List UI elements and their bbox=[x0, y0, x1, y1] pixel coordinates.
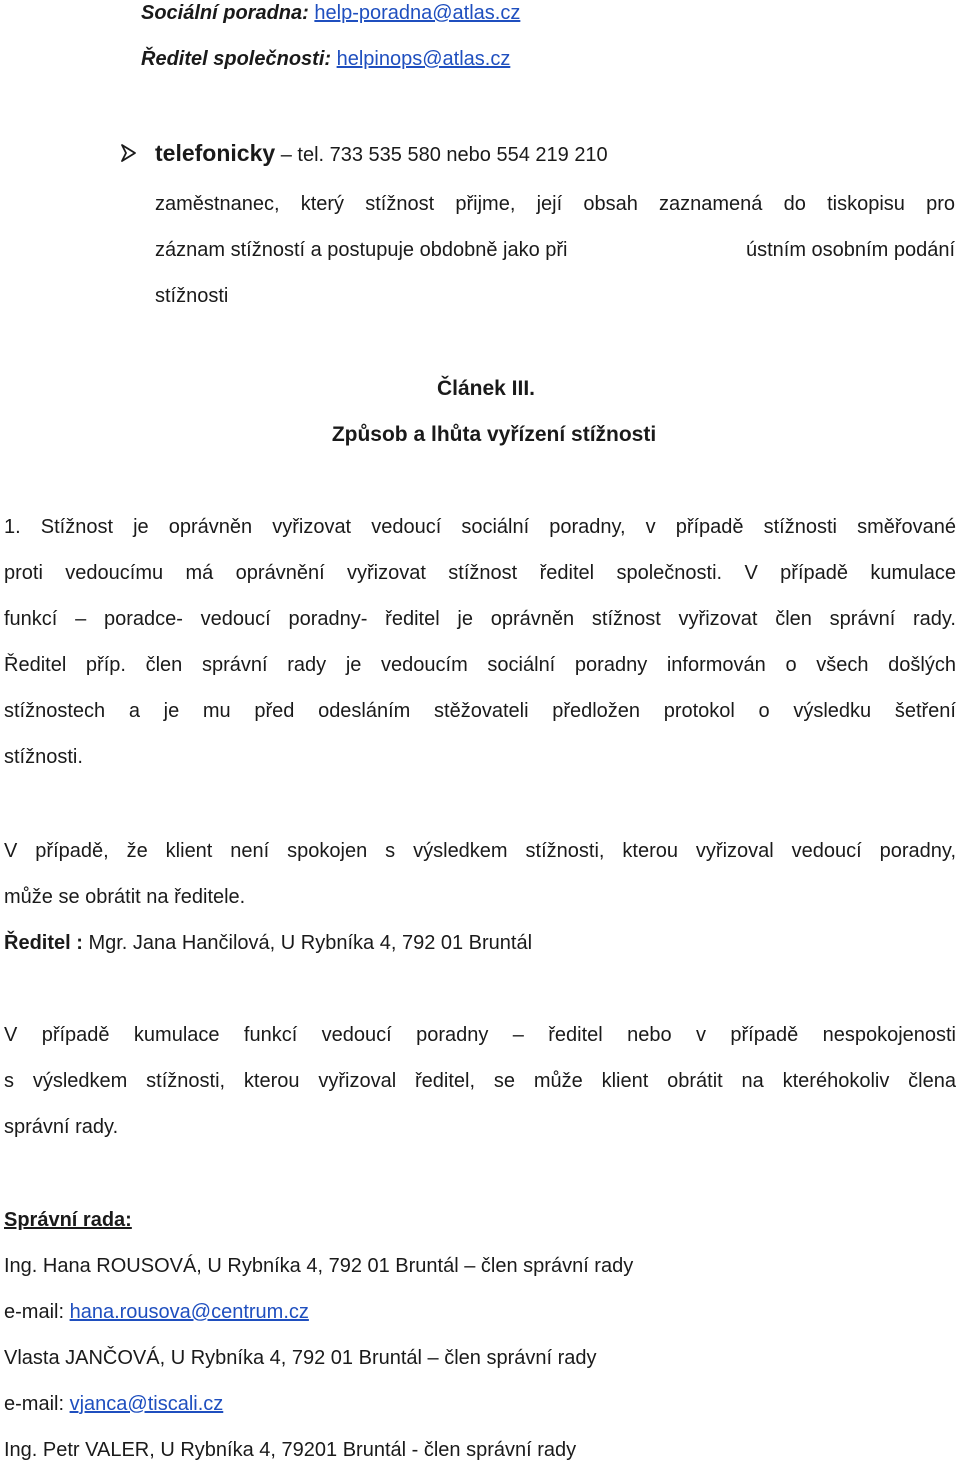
p1-line-3: funkcí – poradce- vedoucí poradny- ředitel je oprávněn stížnost vyřizovat člen správní rady. bbox=[4, 608, 956, 630]
phone-desc-line-3a: záznam stížností a postupuje obdobně jako při bbox=[155, 239, 568, 261]
board-section bbox=[4, 1197, 956, 1473]
social-contact-line bbox=[141, 0, 520, 36]
p3-line-1: V případě kumulace funkcí vedoucí poradny – ředitel nebo v případě nespokojenosti bbox=[4, 1024, 956, 1046]
p1-line-2: proti vedoucímu má oprávnění vyřizovat stížnost ředitel společnosti. V případě kumulace bbox=[4, 562, 956, 584]
p2-line-1: V případě, že klient není spokojen s výsledkem stížnosti, kterou vyřizoval vedoucí poradny, bbox=[4, 840, 956, 862]
board-member-1: Ing. Hana ROUSOVÁ, U Rybníka 4, 792 01 Bruntál – člen správní rady bbox=[4, 1255, 634, 1277]
paragraph-3 bbox=[4, 1012, 956, 1150]
phone-desc-line-3 bbox=[155, 227, 955, 273]
p3-line-3: správní rady. bbox=[4, 1116, 119, 1138]
arrow-bullet-icon bbox=[118, 142, 140, 164]
director-contact-line bbox=[141, 36, 510, 82]
p3-line-2: s výsledkem stížnosti, kterou vyřizoval ředitel, se může klient obrátit na kteréhokoliv člena bbox=[4, 1070, 956, 1092]
phone-desc-line-4: stížnosti bbox=[155, 285, 229, 307]
social-email-link[interactable]: help-poradna@atlas.cz bbox=[314, 2, 521, 24]
board-member-2-email-line bbox=[4, 1381, 956, 1427]
director-heading: Ředitel : bbox=[4, 932, 83, 954]
paragraph-2 bbox=[4, 828, 956, 966]
board-member-2-email-link[interactable]: vjanca@tiscali.cz bbox=[69, 1393, 224, 1415]
phone-desc-line-2: zaměstnanec, který stížnost přijme, její obsah zaznamená do tiskopisu pro bbox=[155, 193, 955, 215]
phone-description bbox=[155, 181, 955, 319]
p1-line-4: Ředitel příp. člen správní rady je vedoucím sociální poradny informován o všech došlých bbox=[4, 654, 956, 676]
social-label: Sociální poradna: bbox=[141, 2, 309, 24]
email-label: e-mail: bbox=[4, 1301, 65, 1323]
p1-line-6: stížnosti. bbox=[4, 746, 83, 768]
article-title: Způsob a lhůta vyřízení stížnosti bbox=[331, 423, 657, 446]
director-value: Mgr. Jana Hančilová, U Rybníka 4, 792 01 Bruntál bbox=[88, 932, 533, 954]
board-member-2: Vlasta JANČOVÁ, U Rybníka 4, 792 01 Bruntál – člen správní rady bbox=[4, 1347, 597, 1369]
paragraph-1 bbox=[4, 504, 956, 780]
director-line bbox=[4, 920, 956, 966]
p1-line-1: 1. Stížnost je oprávněn vyřizovat vedoucí sociální poradny, v případě stížnosti směřované bbox=[4, 516, 956, 538]
email-label: e-mail: bbox=[4, 1393, 65, 1415]
phone-label: telefonicky bbox=[155, 140, 276, 166]
phone-line bbox=[155, 130, 608, 178]
phone-desc-line-3b: ústním osobním podání bbox=[745, 239, 955, 261]
p1-line-5: stížnostech a je mu před odesláním stěžovateli předložen protokol o výsledku šetření bbox=[4, 700, 956, 722]
board-member-3: Ing. Petr VALER, U Rybníka 4, 79201 Bruntál - člen správní rady bbox=[4, 1439, 577, 1461]
article-number: Článek III. bbox=[436, 377, 536, 400]
board-member-1-email-link[interactable]: hana.rousova@centrum.cz bbox=[69, 1301, 309, 1323]
board-member-1-email-line bbox=[4, 1289, 956, 1335]
director-email-link[interactable]: helpinops@atlas.cz bbox=[336, 48, 511, 70]
phone-number: – tel. 733 535 580 nebo 554 219 210 bbox=[280, 144, 608, 166]
board-heading: Správní rada: bbox=[4, 1209, 132, 1231]
p2-line-2: může se obrátit na ředitele. bbox=[4, 886, 246, 908]
director-label: Ředitel společnosti: bbox=[141, 48, 332, 70]
